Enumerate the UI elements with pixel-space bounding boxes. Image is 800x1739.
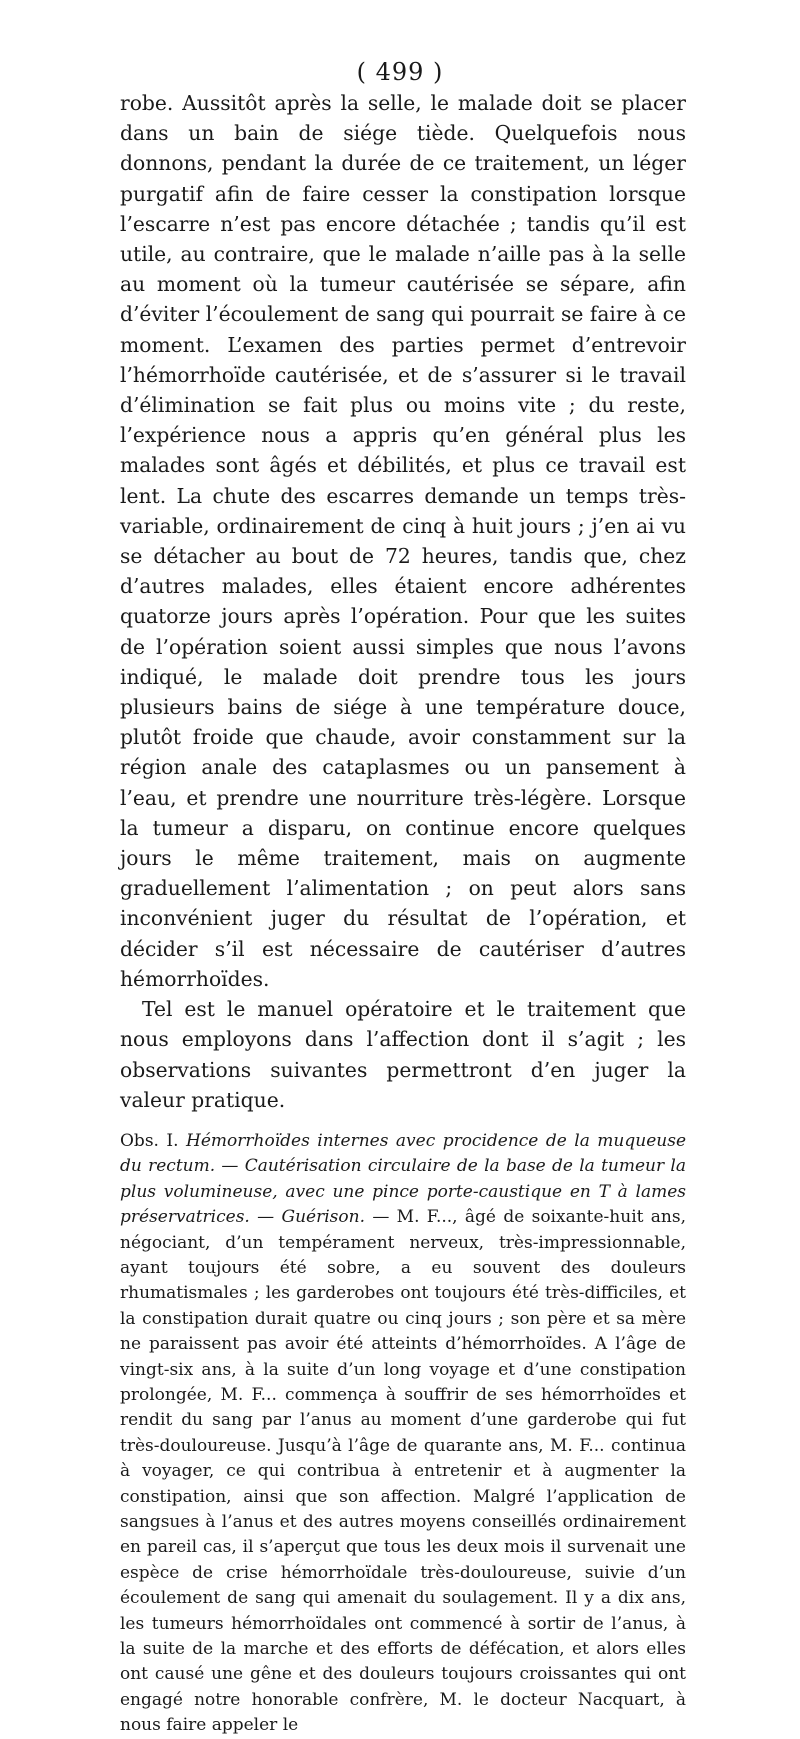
page-number: ( 499 ) bbox=[356, 58, 444, 86]
main-paragraph: robe. Aussitôt après la selle, le malade doit se placer dans un bain de siége tiède. Quelquefois nous donnons, pendant la durée de ce traitement, un léger purgatif afin de faire cesser la constipation lorsque l’escarre n’est pas encore détachée ; tandis qu’il est utile, au contraire, que le malade n’aille pas à la selle au moment où la tumeur cautérisée se sépare, afin d’éviter l’écoulement de sang qui pourrait se faire à ce moment. L’examen des parties permet d’entrevoir l’hémorrhoïde cautérisée, et de s’assurer si le travail d’élimination se fait plus ou moins vite ; du reste, l’expérience nous a appris qu’en général plus les malades sont âgés et débilités, et plus ce travail est lent. La chute des escarres demande un temps très-variable, ordinairement de cinq à huit jours ; j’en ai vu se détacher au bout de 72 heures, tandis que, chez d’autres malades, elles étaient encore adhérentes quatorze jours après l’opération. Pour que les suites de l’opération soient aussi simples que nous l’avons indiqué, le malade doit prendre tous les jours plusieurs bains de siége à une température douce, plutôt froide que chaude, avoir constamment sur la région anale des cataplasmes ou un pansement à l’eau, et prendre une nourriture très-légère. Lorsque la tumeur a disparu, on continue encore quelques jours le même traitement, mais on augmente graduellement l’alimentation ; on peut alors sans inconvénient juger du résultat de l’opération, et décider s’il est nécessaire de cautériser d’autres hémorrhoïdes. bbox=[120, 91, 686, 991]
observation-paragraph bbox=[120, 1129, 686, 1739]
observation-title: Hémorrhoïdes internes avec procidence de la muqueuse du rectum. — Cautérisation circulaire de la base de la tumeur la plus volumineuse, avec une pince porte-caustique en T à lames préservatrices. — bbox=[120, 1130, 686, 1228]
observation-label: Obs. I. bbox=[120, 1130, 179, 1151]
page-body bbox=[120, 88, 686, 1739]
observation-text: — M. F..., âgé de soixante-huit ans, négociant, d’un tempérament nerveux, très-impressionnable, ayant toujours été sobre, a eu souvent des douleurs rhumatismales ; les garderobes ont toujours été très-difficiles, et la constipation durait quatre ou cinq jours ; son père et sa mère ne paraissent pas avoir été atteints d’hémorrhoïdes. A l’âge de vingt-six ans, à la suite d’un long voyage et d’une constipation prolongée, M. F... commença à souffrir de ses hémorrhoïdes et rendit du sang par l’anus au moment d’une garderobe qui fut très-douloureuse. Jusqu’à l’âge de quarante ans, M. F... continua à voyager, ce qui contribua à entretenir et à augmenter la constipation, ainsi que son affection. Malgré l’application de sangsues à l’anus et des autres moyens conseillés ordinairement en pareil cas, il s’aperçut que tous les deux mois il survenait une espèce de crise hémorrhoïdale très-douloureuse, suivie d’un écoulement de sang qui amenait du soulagement. Il y a dix ans, les tumeurs hémorrhoïdales ont commencé à sortir de l’anus, à la suite de la marche et des efforts de défécation, et alors elles ont causé une gêne et des douleurs toujours croissantes qui ont engagé notre honorable confrère, M. le docteur Nacquart, à nous faire appeler le bbox=[120, 1207, 687, 1736]
observation-outcome: Guérison. bbox=[281, 1207, 365, 1228]
observation-block bbox=[120, 1129, 686, 1739]
main-paragraph: Tel est le manuel opératoire et le traitement que nous employons dans l’affection dont il s’agit ; les observations suivantes permettront d’en juger la valeur pratique. bbox=[120, 997, 686, 1112]
